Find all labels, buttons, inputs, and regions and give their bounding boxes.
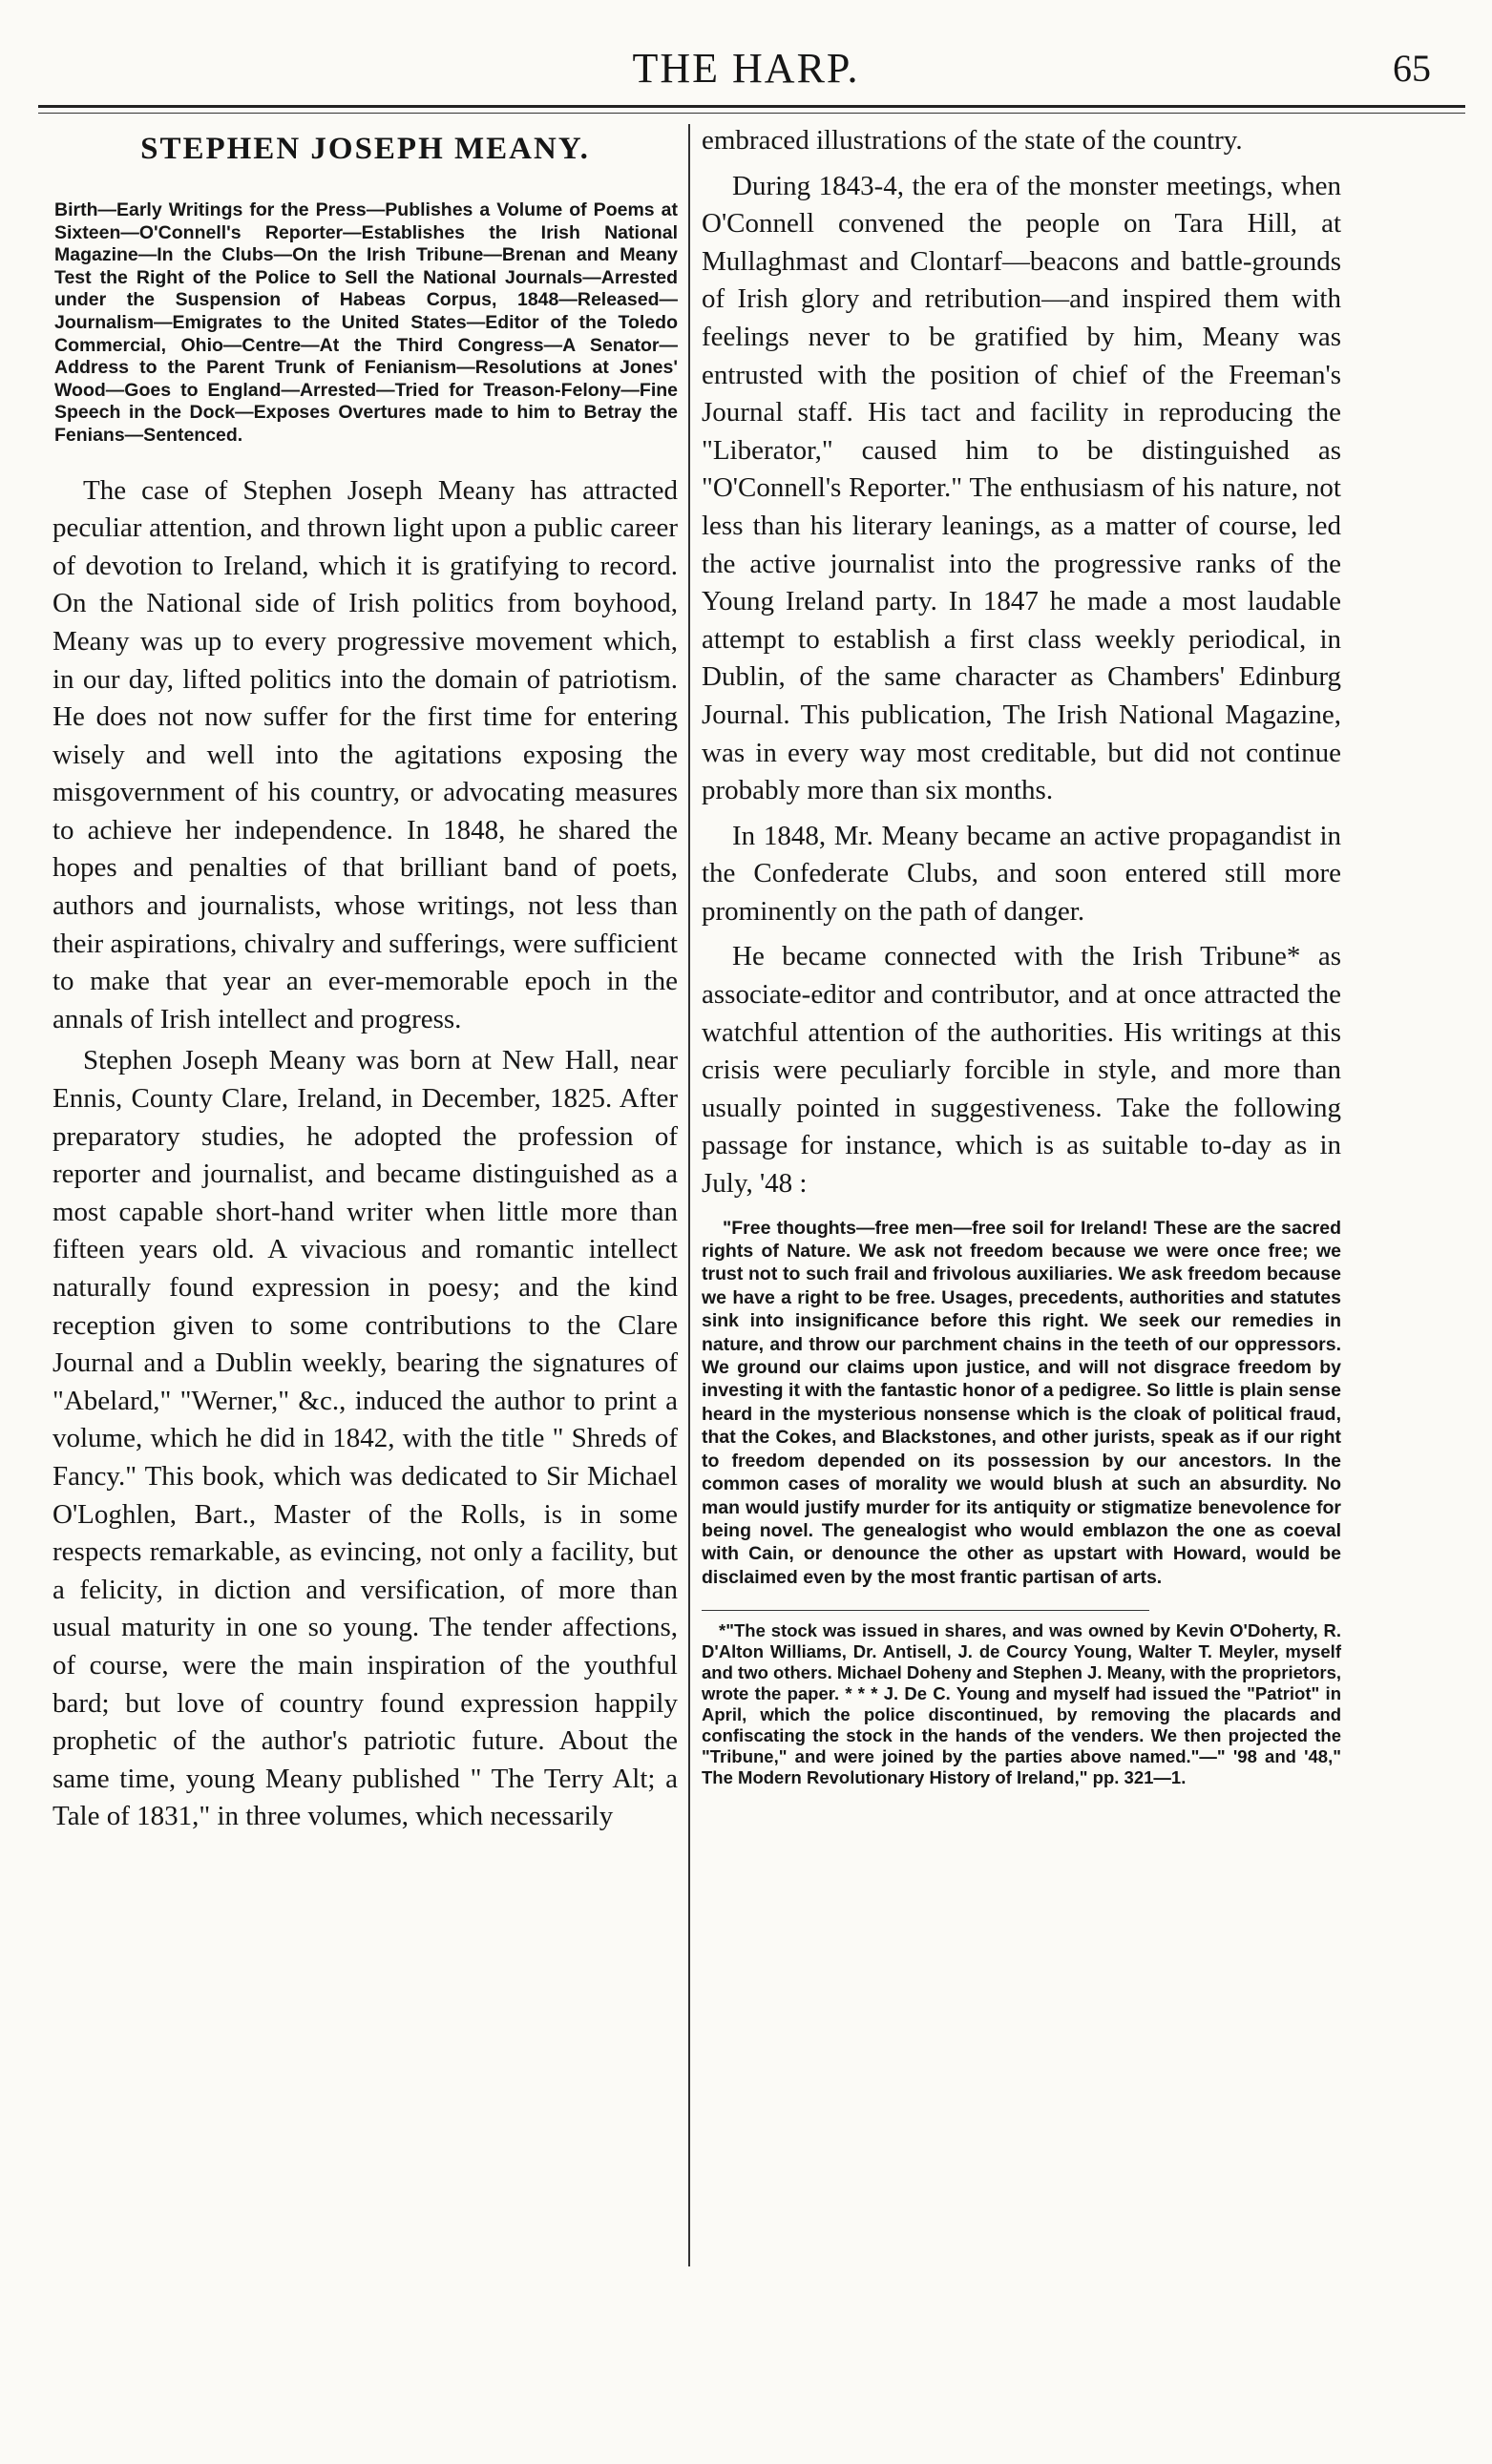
article-title: STEPHEN JOSEPH MEANY. <box>140 132 590 166</box>
body-paragraph: In 1848, Mr. Meany became an active propagandist in the Confederate Clubs, and soon entered still more prominently on the path of danger. <box>702 820 1341 927</box>
journal-title: THE HARP. <box>632 45 860 92</box>
header-rule-thick <box>38 105 1465 108</box>
body-paragraph: He became connected with the Irish Tribune* as associate-editor and contributor, and at once attracted the watchful attention of the authorities. His writings at this crisis were peculiarly forcible in style, and more than usually pointed in suggestiveness. Take the following passage for instance, which is as suitable to-day as in July, '48 : <box>702 941 1341 1200</box>
footnote-rule <box>702 1610 1149 1611</box>
page-header <box>38 36 1454 95</box>
right-column <box>702 122 1341 1788</box>
article-summary: Birth—Early Writings for the Press—Publishes a Volume of Poems at Sixteen—O'Connell's Reporter—Establishes the Irish National Magazine—In the Clubs—On the Irish Tribune—Brenan and Meany Test the Right of the Police to Sell the National Journals—Arrested under the Suspension of Habeas Corpus, 1848—Released—Journalism—Emigrates to the United States—Editor of the Toledo Commercial, Ohio—Centre—At the Third Congress—A Senator—Address to the Parent Trunk of Fenianism—Resolutions at Jones' Wood—Goes to England—Arrested—Tried for Treason-Felony—Fine Speech in the Dock—Exposes Overtures made to him to Betray the Fenians—Sentenced. <box>54 199 678 446</box>
body-paragraph: The case of Stephen Joseph Meany has attracted peculiar attention, and thrown light upon a public career of devotion to Ireland, which it is gratifying to record. On the National side of Irish politics from boyhood, Meany was up to every progressive movement which, in our day, lifted politics into the domain of patriotism. He does not now suffer for the first time for entering wisely and well into the agitations exposing the misgovernment of his country, or advocating measures to achieve her independence. In 1848, he shared the hopes and penalties of that brilliant band of poets, authors and journalists, whose writings, not less than their aspirations, chivalry and sufferings, were sufficient to make that year an ever-memorable epoch in the annals of Irish intellect and progress. <box>53 474 678 1034</box>
page-number: 65 <box>1393 47 1431 90</box>
body-paragraph: Stephen Joseph Meany was born at New Hall, near Ennis, County Clare, Ireland, in December, 1825. After preparatory studies, he adopted the profession of reporter and journalist, and became distinguished as a most capable short-hand writer when little more than fifteen years old. A vivacious and romantic intellect naturally found expression in poesy; and the kind reception given to some contributions to the Clare Journal and a Dublin weekly, bearing the signatures of "Abelard," "Werner," &c., induced the author to print a volume, which he did in 1842, with the title " Shreds of Fancy." This book, which was dedicated to Sir Michael O'Loghlen, Bart., Master of the Rolls, is in some respects remarkable, as evincing, not only a facility, but a felicity, in diction and versification, of more than usual maturity in one so young. The tender affections, of course, were the main inspiration of the youthful bard; but love of country found expression happily prophetic of the author's patriotic future. About the same time, young Meany published " The Terry Alt; a Tale of 1831," in three volumes, which necessarily <box>53 1045 678 1832</box>
body-paragraph: During 1843-4, the era of the monster meetings, when O'Connell convened the people on Tara Hill, at Mullaghmast and Clontarf—beacons and battle-grounds of Irish glory and retribution—and inspired them with feelings never to be gratified by him, Meany was entrusted with the position of chief of the Freeman's Journal staff. His tact and facility in reproducing the "Liberator," caused him to be distinguished as "O'Connell's Reporter." The enthusiasm of his nature, not less than his literary leanings, as a matter of course, led the active journalist into the progressive ranks of the Young Ireland party. In 1847 he made a most laudable attempt to establish a first class weekly periodical, in Dublin, of the same character as Chambers' Edinburg Journal. This publication, The Irish National Magazine, was in every way most creditable, but did not continue probably more than six months. <box>702 170 1341 806</box>
footnote: *"The stock was issued in shares, and was owned by Kevin O'Doherty, R. D'Alton Williams, Dr. Antisell, J. de Courcy Young, Walter T. Meyler, myself and two others. Michael Doheny and Stephen J. Meany, with the proprietors, wrote the paper. * * * J. De C. Young and myself had issued the "Patriot" in April, which the police discontinued, by removing the placards and confiscating the stock in the hands of the venders. We then projected the "Tribune," and were joined by the parties above named."—" '98 and '48," The Modern Revolutionary History of Ireland," pp. 321—1. <box>702 1620 1341 1788</box>
column-divider <box>688 124 690 2266</box>
header-rule-thin <box>38 113 1465 114</box>
left-column <box>53 122 678 1836</box>
block-quote: "Free thoughts—free men—free soil for Ireland! These are the sacred rights of Nature. We ask not freedom because we were once free; we trust not to such frail and frivolous auxiliaries. We ask freedom because we have a right to be free. Usages, precedents, authorities and statutes sink into insignificance before this right. We seek our remedies in nature, and throw our parchment chains in the teeth of our oppressors. We ground our claims upon justice, and will not disgrace freedom by investing it with the fantastic honor of a pedigree. So little is plain sense heard in the mysterious nonsense which is the cloak of political fraud, that the Cokes, and Blackstones, and other jurists, speak as if our right to freedom depended on its possession by our ancestors. In the common cases of morality we would blush at such an absurdity. No man would justify murder for its antiquity or stigmatize benevolence for being novel. The genealogist who would emblazon the one as coeval with Cain, or denounce the other as upstart with Howard, would be disclaimed even by the most frantic partisan of arts. <box>702 1217 1341 1588</box>
body-paragraph-continued: embraced illustrations of the state of the country. <box>702 125 1243 156</box>
